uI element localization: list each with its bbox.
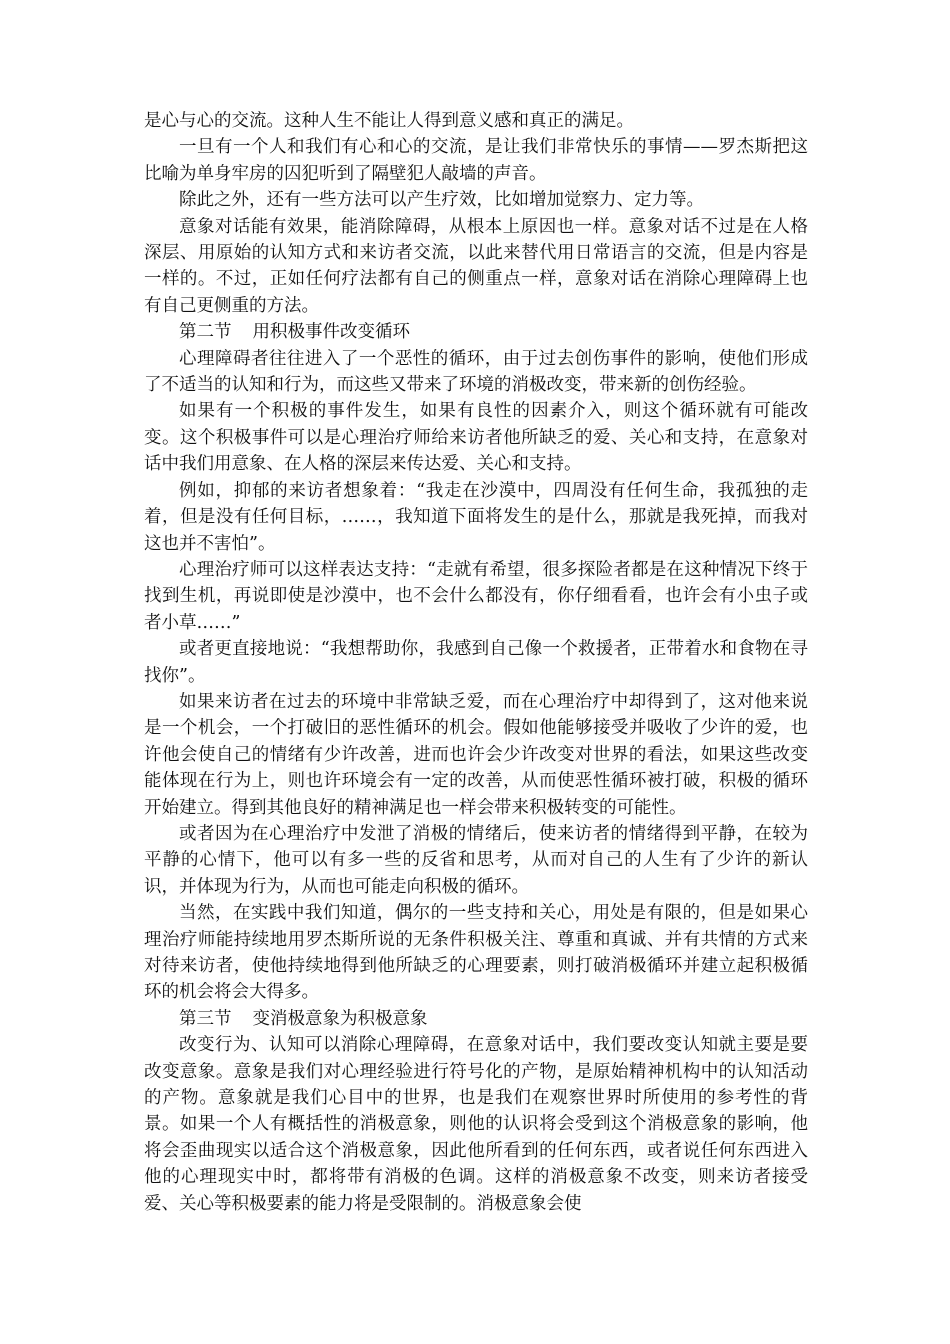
paragraph: 或者因为在心理治疗中发泄了消极的情绪后，使来访者的情绪得到平静，在较为平静的心情下，他可以有多一些的反省和思考，从而对自己的人生有了少许的新认识，并体现为行为，从而也可能走向积极的循环。: [144, 823, 808, 897]
section-heading: [144, 1006, 808, 1032]
section-number: 第三节: [179, 1008, 232, 1029]
paragraph: 除此之外，还有一些方法可以产生疗效，比如增加觉察力、定力等。: [179, 190, 704, 211]
section-heading: [144, 319, 808, 345]
paragraph: 或者更直接地说：“我想帮助你，我感到自己像一个救援者，正带着水和食物在寻找你”。: [144, 639, 808, 686]
paragraph: 如果有一个积极的事件发生，如果有良性的因素介入，则这个循环就有可能改变。这个积极事件可以是心理治疗师给来访者他所缺乏的爱、关心和支持，在意象对话中我们用意象、在人格的深层来传达爱、关心和支持。: [144, 401, 808, 475]
paragraph: 当然，在实践中我们知道，偶尔的一些支持和关心，用处是有限的，但是如果心理治疗师能持续地用罗杰斯所说的无条件积极关注、尊重和真诚、并有共情的方式来对待来访者，使他持续地得到他所缺乏的心理要素，则打破消极循环并建立起积极循环的机会将会大得多。: [144, 903, 808, 1003]
paragraph: 意象对话能有效果，能消除障碍，从根本上原因也一样。意象对话不过是在人格深层、用原始的认知方式和来访者交流，以此来替代用日常语言的交流，但是内容是一样的。不过，正如任何疗法都有自己的侧重点一样，意象对话在消除心理障碍上也有自己更侧重的方法。: [144, 216, 808, 316]
paragraph: 是心与心的交流。这种人生不能让人得到意义感和真正的满足。: [144, 111, 634, 131]
paragraph: 心理障碍者往往进入了一个恶性的循环，由于过去创伤事件的影响，使他们形成了不适当的认知和行为，而这些又带来了环境的消极改变，带来新的创伤经验。: [144, 348, 808, 396]
paragraph: 改变行为、认知可以消除心理障碍，在意象对话中，我们要改变认知就主要是要改变意象。意象是我们对心理经验进行符号化的产物，是原始精神机构中的认知活动的产物。意象就是我们心目中的世界，也是我们在观察世界时所使用的参考性的背景。如果一个人有概括性的消极意象，则他的认识将会受到这个消极意象的影响，他将会歪曲现实以适合这个消极意象，因此他所看到的任何东西，或者说任何东西进入他的心理现实中时，都将带有消极的色调。这样的消极意象不改变，则来访者接受爱、关心等积极要素的能力将是受限制的。消极意象会使: [144, 1035, 808, 1214]
section-title: 用积极事件改变循环: [252, 322, 410, 343]
paragraph: 如果来访者在过去的环境中非常缺乏爱，而在心理治疗中却得到了，这对他来说是一个机会，一个打破旧的恶性循环的机会。假如他能够接受并吸收了少许的爱，也许他会使自己的情绪有少许改善，进而也许会少许改变对世界的看法，如果这些改变能体现在行为上，则也许环境会有一定的改善，从而使恶性循环被打破，积极的循环开始建立。得到其他良好的精神满足也一样会带来积极转变的可能性。: [144, 691, 808, 818]
paragraph: 心理治疗师可以这样表达支持：“走就有希望，很多探险者都是在这种情况下终于找到生机，再说即使是沙漠中，也不会什么都没有，你仔细看看，也许会有小虫子或者小草……”: [144, 559, 808, 633]
document-page: [144, 108, 808, 1217]
section-number: 第二节: [179, 322, 232, 343]
section-title: 变消极意象为积极意象: [252, 1008, 428, 1029]
paragraph: 例如，抑郁的来访者想象着：“我走在沙漠中，四周没有任何生命，我孤独的走着，但是没有任何目标，……，我知道下面将发生的是什么，那就是我死掉，而我对这也并不害怕”。: [144, 480, 808, 554]
paragraph: 一旦有一个人和我们有心和心的交流，是让我们非常快乐的事情——罗杰斯把这比喻为单身牢房的囚犯听到了隔壁犯人敲墙的声音。: [144, 137, 808, 184]
